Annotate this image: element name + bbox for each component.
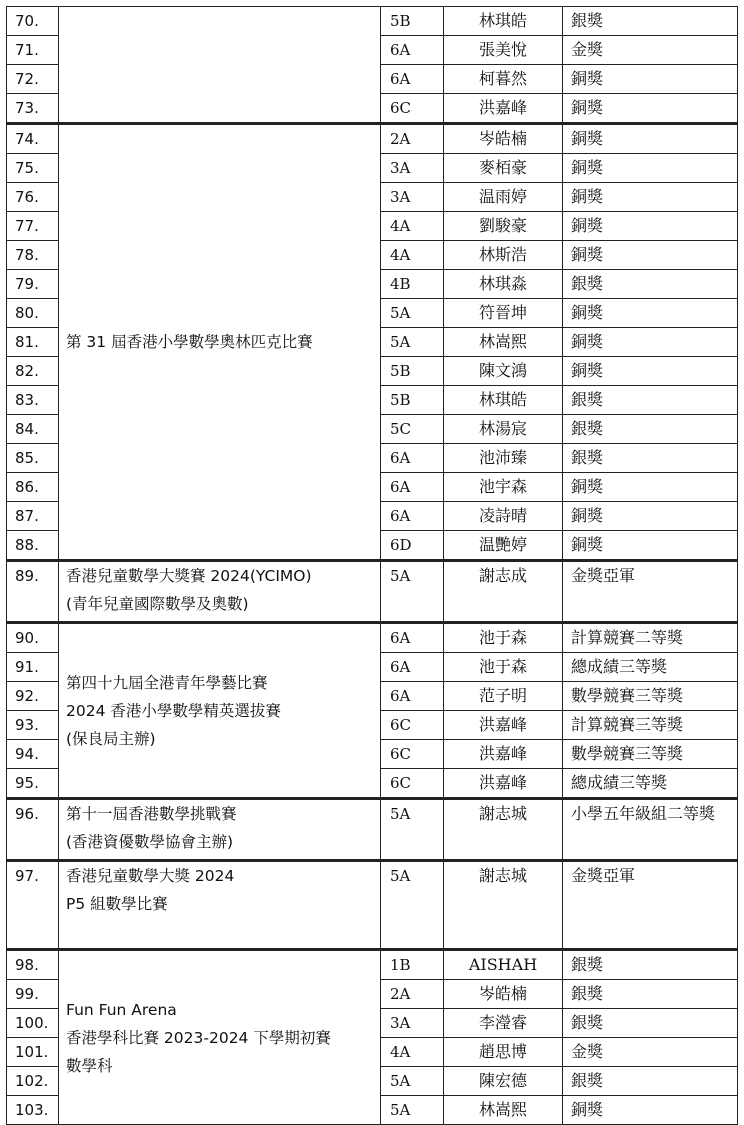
- competition-name-line: (保良局主辦): [66, 729, 156, 748]
- class-cell: 5B: [381, 386, 444, 415]
- award-cell: 銅獎: [563, 357, 738, 386]
- awards-table: [6, 6, 738, 1125]
- table-row: [7, 861, 738, 950]
- student-name: 池宇森: [444, 473, 563, 502]
- award-cell: 銅獎: [563, 212, 738, 241]
- table-row: [7, 623, 738, 653]
- class-cell: 5A: [381, 1067, 444, 1096]
- student-name: 麥栢豪: [444, 154, 563, 183]
- entry-number: 70.: [7, 7, 59, 36]
- award-cell: 銀獎: [563, 386, 738, 415]
- class-cell: 5A: [381, 561, 444, 623]
- award-cell: 金獎: [563, 36, 738, 65]
- competition-name-line: 數學科: [66, 1056, 113, 1075]
- student-name: 林嵩熙: [444, 328, 563, 357]
- entry-number: 92.: [7, 682, 59, 711]
- entry-number: 95.: [7, 769, 59, 799]
- competition-name-line: 香港兒童數學大獎賽 2024(YCIMO): [66, 567, 312, 585]
- entry-number: 89.: [7, 561, 59, 623]
- award-cell: 銀獎: [563, 1009, 738, 1038]
- class-cell: 6C: [381, 711, 444, 740]
- class-cell: 6A: [381, 502, 444, 531]
- entry-number: 87.: [7, 502, 59, 531]
- competition-name-line: 第十一屆香港數學挑戰賽: [66, 805, 237, 823]
- award-cell: 銀獎: [563, 980, 738, 1009]
- table-row: [7, 561, 738, 623]
- student-name: 謝志成: [444, 561, 563, 623]
- award-cell: 金獎亞軍: [563, 861, 738, 950]
- competition-name-line: 第四十九屆全港青年學藝比賽: [66, 673, 268, 692]
- competition-name: [59, 7, 381, 124]
- entry-number: 73.: [7, 94, 59, 124]
- student-name: 池于森: [444, 623, 563, 653]
- entry-number: 86.: [7, 473, 59, 502]
- student-name: 陳文鴻: [444, 357, 563, 386]
- entry-number: 90.: [7, 623, 59, 653]
- student-name: 陳宏德: [444, 1067, 563, 1096]
- table-row: [7, 7, 738, 36]
- entry-number: 97.: [7, 861, 59, 950]
- award-cell: 數學競賽三等獎: [563, 682, 738, 711]
- award-cell: 總成績三等獎: [563, 653, 738, 682]
- entry-number: 80.: [7, 299, 59, 328]
- student-name: 劉駿豪: [444, 212, 563, 241]
- entry-number: 85.: [7, 444, 59, 473]
- award-cell: 銀獎: [563, 1067, 738, 1096]
- student-name: 李瀅睿: [444, 1009, 563, 1038]
- award-cell: 銅獎: [563, 473, 738, 502]
- class-cell: 5A: [381, 328, 444, 357]
- award-cell: 銅獎: [563, 65, 738, 94]
- entry-number: 71.: [7, 36, 59, 65]
- student-name: 柯暮然: [444, 65, 563, 94]
- entry-number: 81.: [7, 328, 59, 357]
- student-name: 岑皓楠: [444, 980, 563, 1009]
- student-name: 池于森: [444, 653, 563, 682]
- award-cell: 金獎: [563, 1038, 738, 1067]
- class-cell: 5A: [381, 861, 444, 950]
- student-name: 洪嘉峰: [444, 94, 563, 124]
- student-name: 符晉坤: [444, 299, 563, 328]
- student-name: AISHAH: [444, 950, 563, 980]
- student-name: 林琪皓: [444, 386, 563, 415]
- student-name: 温艷婷: [444, 531, 563, 561]
- award-cell: 銅獎: [563, 94, 738, 124]
- award-cell: 數學競賽三等獎: [563, 740, 738, 769]
- student-name: 岑皓楠: [444, 124, 563, 154]
- class-cell: 3A: [381, 154, 444, 183]
- class-cell: 5A: [381, 299, 444, 328]
- student-name: 池沛臻: [444, 444, 563, 473]
- class-cell: 5C: [381, 415, 444, 444]
- entry-number: 78.: [7, 241, 59, 270]
- competition-name: [59, 861, 381, 950]
- competition-name-line: 第 31 屆香港小學數學奧林匹克比賽: [66, 333, 313, 351]
- award-cell: 銅獎: [563, 299, 738, 328]
- award-cell: 銀獎: [563, 7, 738, 36]
- student-name: 洪嘉峰: [444, 769, 563, 799]
- entry-number: 74.: [7, 124, 59, 154]
- competition-name-line: (青年兒童國際數學及奧數): [66, 595, 249, 613]
- entry-number: 75.: [7, 154, 59, 183]
- class-cell: 5B: [381, 357, 444, 386]
- award-cell: 總成績三等獎: [563, 769, 738, 799]
- entry-number: 83.: [7, 386, 59, 415]
- student-name: 林琪淼: [444, 270, 563, 299]
- class-cell: 6A: [381, 623, 444, 653]
- competition-name-line: 2024 香港小學數學精英選拔賽: [66, 701, 281, 720]
- student-name: 林琪皓: [444, 7, 563, 36]
- class-cell: 1B: [381, 950, 444, 980]
- class-cell: 5A: [381, 1096, 444, 1125]
- award-cell: 銅獎: [563, 502, 738, 531]
- award-cell: 銅獎: [563, 328, 738, 357]
- competition-name-line: 香港兒童數學大獎 2024: [66, 867, 235, 885]
- student-name: 范子明: [444, 682, 563, 711]
- student-name: 謝志城: [444, 861, 563, 950]
- student-name: 凌詩晴: [444, 502, 563, 531]
- class-cell: 5A: [381, 799, 444, 861]
- class-cell: 2A: [381, 124, 444, 154]
- class-cell: 3A: [381, 183, 444, 212]
- entry-number: 93.: [7, 711, 59, 740]
- competition-name: [59, 950, 381, 1125]
- award-cell: 銀獎: [563, 270, 738, 299]
- entry-number: 88.: [7, 531, 59, 561]
- competition-name: [59, 623, 381, 799]
- entry-number: 103.: [7, 1096, 59, 1125]
- class-cell: 4A: [381, 241, 444, 270]
- award-cell: 金獎亞軍: [563, 561, 738, 623]
- class-cell: 6A: [381, 36, 444, 65]
- class-cell: 6A: [381, 682, 444, 711]
- entry-number: 91.: [7, 653, 59, 682]
- competition-name-line: 香港學科比賽 2023-2024 下學期初賽: [66, 1028, 331, 1047]
- award-cell: 銀獎: [563, 415, 738, 444]
- entry-number: 102.: [7, 1067, 59, 1096]
- class-cell: 6C: [381, 769, 444, 799]
- awards-table-body: [7, 7, 738, 1125]
- entry-number: 72.: [7, 65, 59, 94]
- award-cell: 銅獎: [563, 124, 738, 154]
- award-cell: 計算競賽三等獎: [563, 711, 738, 740]
- entry-number: 100.: [7, 1009, 59, 1038]
- entry-number: 96.: [7, 799, 59, 861]
- student-name: 張美悅: [444, 36, 563, 65]
- class-cell: 6C: [381, 94, 444, 124]
- student-name: 林湯宸: [444, 415, 563, 444]
- entry-number: 101.: [7, 1038, 59, 1067]
- student-name: 林嵩熙: [444, 1096, 563, 1125]
- award-cell: 銅獎: [563, 531, 738, 561]
- class-cell: 6C: [381, 740, 444, 769]
- award-cell: 小學五年級組二等獎: [563, 799, 738, 861]
- award-cell: 銀獎: [563, 444, 738, 473]
- award-cell: 計算競賽二等獎: [563, 623, 738, 653]
- student-name: 洪嘉峰: [444, 711, 563, 740]
- class-cell: 4A: [381, 212, 444, 241]
- class-cell: 6A: [381, 65, 444, 94]
- award-cell: 銅獎: [563, 241, 738, 270]
- class-cell: 3A: [381, 1009, 444, 1038]
- award-cell: 銅獎: [563, 183, 738, 212]
- award-cell: 銅獎: [563, 154, 738, 183]
- class-cell: 4B: [381, 270, 444, 299]
- competition-name: [59, 124, 381, 561]
- competition-name: [59, 561, 381, 623]
- class-cell: 6A: [381, 473, 444, 502]
- student-name: 林斯浩: [444, 241, 563, 270]
- table-row: [7, 799, 738, 861]
- entry-number: 76.: [7, 183, 59, 212]
- student-name: 趙思博: [444, 1038, 563, 1067]
- student-name: 温雨婷: [444, 183, 563, 212]
- competition-name: [59, 799, 381, 861]
- class-cell: 4A: [381, 1038, 444, 1067]
- entry-number: 82.: [7, 357, 59, 386]
- table-row: [7, 950, 738, 980]
- class-cell: 6A: [381, 444, 444, 473]
- table-row: [7, 124, 738, 154]
- class-cell: 5B: [381, 7, 444, 36]
- entry-number: 79.: [7, 270, 59, 299]
- entry-number: 99.: [7, 980, 59, 1009]
- entry-number: 94.: [7, 740, 59, 769]
- entry-number: 84.: [7, 415, 59, 444]
- class-cell: 6A: [381, 653, 444, 682]
- competition-name-line: Fun Fun Arena: [66, 1000, 177, 1019]
- class-cell: 2A: [381, 980, 444, 1009]
- student-name: 洪嘉峰: [444, 740, 563, 769]
- class-cell: 6D: [381, 531, 444, 561]
- competition-name-line: (香港資優數學協會主辦): [66, 833, 234, 851]
- award-cell: 銅獎: [563, 1096, 738, 1125]
- award-cell: 銀獎: [563, 950, 738, 980]
- awards-document: [6, 6, 737, 1125]
- competition-name-line: P5 組數學比賽: [66, 895, 168, 913]
- entry-number: 77.: [7, 212, 59, 241]
- student-name: 謝志城: [444, 799, 563, 861]
- entry-number: 98.: [7, 950, 59, 980]
